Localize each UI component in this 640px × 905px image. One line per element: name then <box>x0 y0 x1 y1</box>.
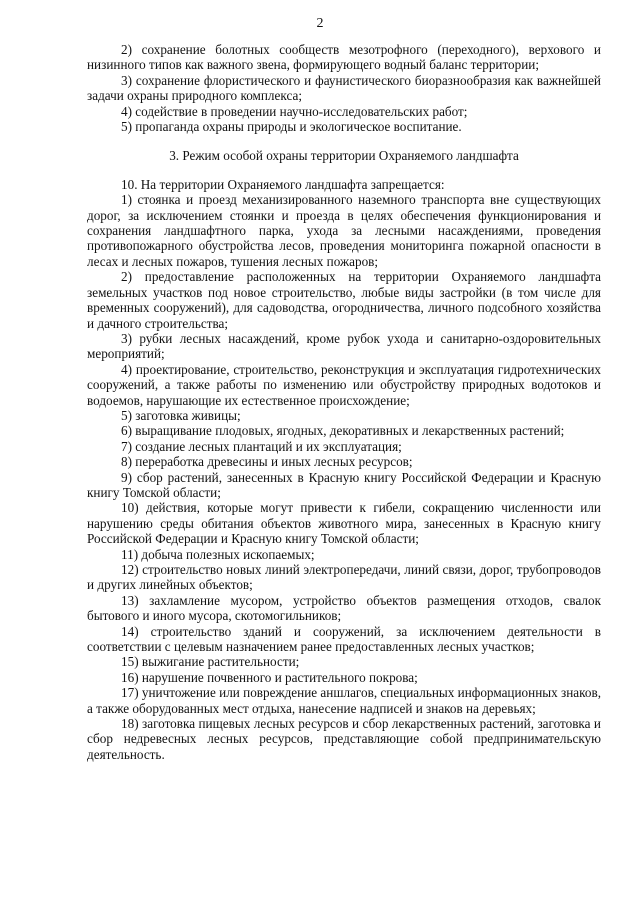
section-heading: 3. Режим особой охраны территории Охраняемого ландшафта <box>169 148 519 164</box>
list-item: 5) пропаганда охраны природы и экологическое воспитание. <box>121 119 462 135</box>
prohibition-item: 18) заготовка пищевых лесных ресурсов и сбор лекарственных растений, заготовка и сбор недревесных лесных ресурсов, представляющие собой предпринимательскую деятельность. <box>87 716 601 762</box>
prohibition-item: 7) создание лесных плантаций и их эксплуатация; <box>121 438 402 454</box>
list-item: 2) сохранение болотных сообществ мезотрофного (переходного), верхового и низинного типов как важного звена, формирующего водный баланс территории; <box>87 42 601 73</box>
prohibition-item: 17) уничтожение или повреждение аншлагов, специальных информационных знаков, а также оборудованных мест отдыха, нанесение надписей и знаков на деревьях; <box>87 685 601 716</box>
prohibition-item: 1) стоянка и проезд механизированного наземного транспорта вне существующих дорог, за исключением стоянки и проезда в целях обеспечения функционирования и сохранения ландшафтного парка, ухода за лесными насаждениями, проведения противопожарного обустройства лесов, проведения мониторинга пожарной опасности в лесах и лесных пожаров, тушения лесных пожаров; <box>87 192 601 269</box>
prohibition-item: 10) действия, которые могут привести к гибели, сокращению численности или нарушению среды обитания объектов животного мира, занесенных в Красную книгу Российской Федерации и Красную книгу Томской области; <box>87 500 601 547</box>
prohibition-item: 8) переработка древесины и иных лесных ресурсов; <box>121 454 413 470</box>
prohibition-item: 13) захламление мусором, устройство объектов размещения отходов, свалок бытового и иного мусора, скотомогильников; <box>87 592 601 624</box>
list-item: 4) содействие в проведении научно-исследовательских работ; <box>121 103 468 119</box>
prohibition-item: 4) проектирование, строительство, реконструкция и эксплуатация гидротехнических сооружений, а также работы по изменению или обустройству природных водотоков и водоемов, нарушающие их естественное происхождение; <box>87 361 601 408</box>
prohibition-item: 12) строительство новых линий электропередачи, линий связи, дорог, трубопроводов и других линейных объектов; <box>87 562 601 593</box>
prohibition-item: 15) выжигание растительности; <box>121 654 300 670</box>
prohibition-item: 5) заготовка живицы; <box>121 407 241 423</box>
document-body <box>87 42 601 762</box>
prohibition-item: 9) сбор растений, занесенных в Красную книгу Российской Федерации и Красную книгу Томской области; <box>87 469 601 500</box>
page-number: 2 <box>316 16 324 31</box>
prohibition-item: 6) выращивание плодовых, ягодных, декоративных и лекарственных растений; <box>121 423 565 439</box>
list-item: 3) сохранение флористического и фаунистического биоразнообразия как важнейшей задачи охраны природного комплекса; <box>87 72 601 104</box>
prohibition-item: 14) строительство зданий и сооружений, за исключением деятельности в соответствии с целевым назначением ранее предоставленных лесных участков; <box>87 623 601 655</box>
prohibition-item: 11) добыча полезных ископаемых; <box>121 546 315 562</box>
prohibition-item: 2) предоставление расположенных на территории Охраняемого ландшафта земельных участков под новое строительство, любые виды застройки (в том числе для временных сооружений), для садоводства, огородничества, личного подсобного хозяйства и дачного строительства; <box>87 269 601 331</box>
clause-intro: 10. На территории Охраняемого ландшафта запрещается: <box>121 176 445 192</box>
prohibition-item: 16) нарушение почвенного и растительного покрова; <box>121 669 418 685</box>
prohibition-item: 3) рубки лесных насаждений, кроме рубок ухода и санитарно-оздоровительных мероприятий; <box>87 330 601 362</box>
